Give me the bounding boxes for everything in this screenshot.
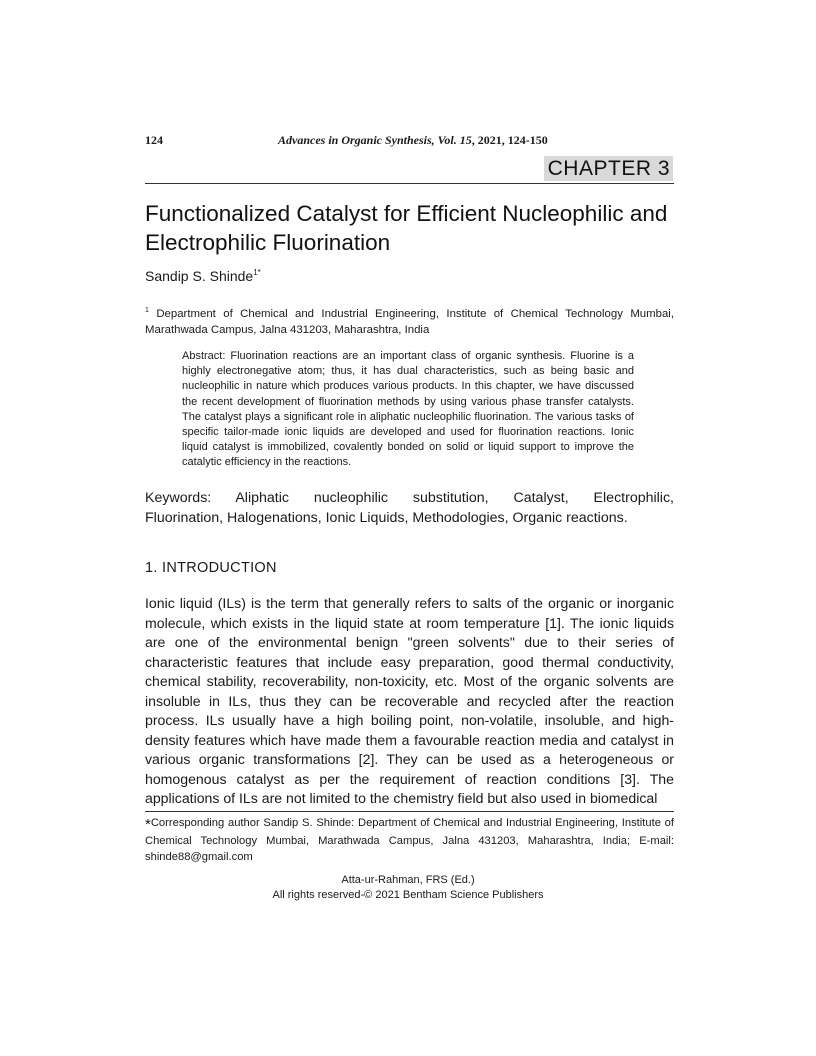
introduction-paragraph: Ionic liquid (ILs) is the term that generally refers to salts of the organic or inorganic molecule, which exists in the liquid state at room temperature [1]. The ionic liquids are one of the environmental benign "green solvents" due to their series of characteristic features that include easy preparation, good thermal conductivity, chemical stability, recoverability, non-toxicity, etc. Most of the organic solvents are insoluble in ILs, thus they can be recoverable and recycled after the reaction process. ILs usually have a high boiling point, non-volatile, insoluble, and high-density features which have made them a favourable reaction media and catalyst in various organic transformations [2]. They can be used as a heterogeneous or homogenous catalyst as per the requirement of reaction conditions [3]. The applications of ILs are not limited to the chemistry field but also used in biomedical xyxy=(145,595,674,806)
author xyxy=(145,268,261,284)
abstract xyxy=(182,349,634,471)
journal-year-pages: , 2021, 124-150 xyxy=(471,133,548,147)
affiliation-mark: 1 xyxy=(145,307,149,314)
chapter-title: Functionalized Catalyst for Efficient Nucleophilic and Electrophilic Fluorination xyxy=(145,201,668,255)
copyright-line: All rights reserved-© 2021 Bentham Science Publishers xyxy=(272,889,544,901)
affiliation xyxy=(145,303,674,338)
chapter-label: CHAPTER 3 xyxy=(544,156,673,181)
affiliation-text: Department of Chemical and Industrial Engineering, Institute of Chemical Technology Mumbai, Marathwada Campus, Jalna 431203, Maharashtra, India xyxy=(145,308,674,336)
footnote-mark: * xyxy=(145,816,151,833)
author-marks: 1* xyxy=(253,268,261,277)
abstract-text: Fluorination reactions are an important class of organic synthesis. Fluorine is a highly electronegative atom; thus, it has dual characteristics, such as being basic and nucleophilic in nature which produces various products. In this chapter, we have discussed the recent development of fluorination methods by using various phase transfer catalysts. The catalyst plays a significant role in aliphatic nucleophilic fluorination. The various tasks of specific tailor-made ionic liquids are developed and used for fluorination reactions. Ionic liquid catalyst is immobilized, covalently bonded on solid or liquid support to improve the catalytic efficiency in the reactions. xyxy=(182,350,634,469)
abstract-label: Abstract: xyxy=(182,350,226,362)
author-name: Sandip S. Shinde xyxy=(145,268,254,284)
footnote xyxy=(145,815,674,865)
keywords xyxy=(145,488,674,528)
section-heading: 1. INTRODUCTION xyxy=(145,560,277,576)
keywords-line-2: Fluorination, Halogenations, Ionic Liquids, Methodologies, Organic reactions. xyxy=(145,510,628,526)
page-number: 124 xyxy=(145,133,163,147)
footnote-divider xyxy=(145,811,674,812)
header-divider xyxy=(145,183,674,184)
running-head xyxy=(278,133,548,148)
footnote-text: Corresponding author Sandip S. Shinde: Department of Chemical and Industrial Engineering, Institute of Chemical Technology Mumbai, Marathwada Campus, Jalna 431203, Maharashtra, India; E-mail: shinde88@gmail.com xyxy=(145,817,674,863)
keywords-line-1: Keywords: Aliphatic nucleophilic substitution, Catalyst, Electrophilic, xyxy=(145,490,674,506)
editor-line: Atta-ur-Rahman, FRS (Ed.) xyxy=(341,874,475,886)
journal-title: Advances in Organic Synthesis, Vol. 15 xyxy=(278,133,472,147)
